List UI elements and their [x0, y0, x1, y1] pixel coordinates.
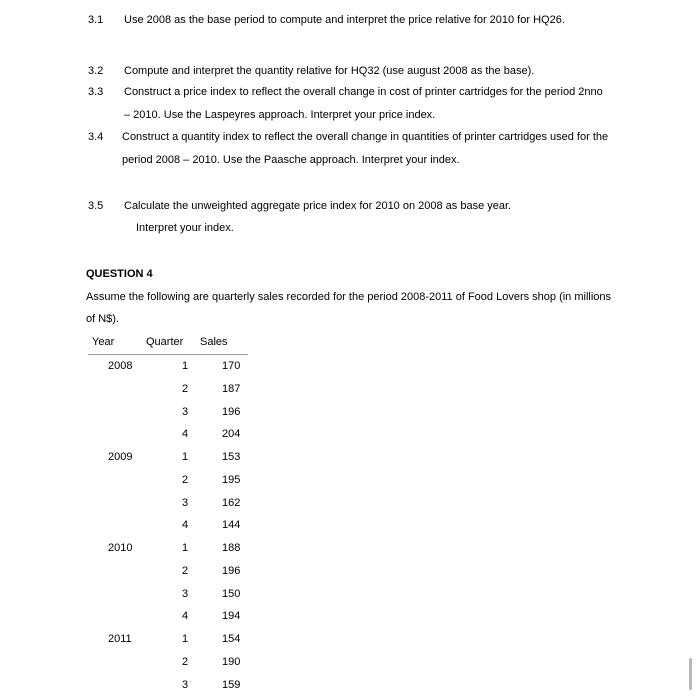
item-3-3-number: 3.3: [88, 86, 104, 98]
cell-sales: 194: [222, 610, 241, 622]
item-3-1-number: 3.1: [88, 14, 104, 26]
cell-sales: 153: [222, 451, 241, 463]
cell-year: 2008: [108, 360, 133, 372]
cell-quarter: 2: [181, 656, 189, 668]
item-3-5-text-continued: Interpret your index.: [136, 222, 234, 234]
cell-quarter: 3: [181, 406, 189, 418]
cell-sales: 170: [222, 360, 241, 372]
header-rule: [88, 354, 248, 355]
cell-quarter: 2: [181, 383, 189, 395]
cell-quarter: 1: [181, 360, 189, 372]
item-3-5-number: 3.5: [88, 200, 104, 212]
cell-year: 2010: [108, 542, 133, 554]
cell-quarter: 2: [181, 565, 189, 577]
question-title: QUESTION 4: [86, 268, 153, 280]
cell-sales: 196: [222, 565, 241, 577]
cell-sales: 162: [222, 497, 241, 509]
cell-year: 2009: [108, 451, 133, 463]
cell-sales: 195: [222, 474, 241, 486]
cell-sales: 154: [222, 633, 241, 645]
cell-sales: 159: [222, 679, 241, 691]
item-3-4-number: 3.4: [88, 131, 104, 143]
item-3-2-number: 3.2: [88, 65, 104, 77]
cell-quarter: 3: [181, 679, 189, 691]
cell-year: 2011: [108, 633, 132, 645]
cell-sales: 150: [222, 588, 241, 600]
cell-sales: 196: [222, 406, 241, 418]
cell-quarter: 2: [181, 474, 189, 486]
cell-quarter: 4: [181, 428, 189, 440]
item-3-5-text: Calculate the unweighted aggregate price index for 2010 on 2008 as base year.: [124, 200, 512, 212]
cell-sales: 204: [222, 428, 241, 440]
item-3-3-text-continued: – 2010. Use the Laspeyres approach. Interpret your price index.: [124, 109, 436, 121]
scrollbar[interactable]: [689, 658, 692, 690]
item-3-4-text: Construct a quantity index to reflect the overall change in quantities of printer cartridges used for the: [122, 131, 609, 143]
header-sales: Sales: [200, 336, 228, 348]
cell-sales: 144: [222, 519, 241, 531]
cell-sales: 190: [222, 656, 241, 668]
cell-quarter: 4: [181, 519, 189, 531]
cell-quarter: 1: [181, 451, 189, 463]
item-3-1-text: Use 2008 as the base period to compute and interpret the price relative for 2010 for HQ26.: [124, 14, 565, 26]
question-text-line-2: of N$).: [86, 313, 120, 325]
item-3-3-text: Construct a price index to reflect the overall change in cost of printer cartridges for the period 2nno: [124, 86, 603, 98]
cell-quarter: 3: [181, 497, 189, 509]
header-quarter: Quarter: [146, 336, 184, 348]
cell-sales: 188: [222, 542, 241, 554]
cell-quarter: 1: [181, 633, 189, 645]
item-3-4-text-continued: period 2008 – 2010. Use the Paasche approach. Interpret your index.: [122, 154, 460, 166]
cell-sales: 187: [222, 383, 241, 395]
cell-quarter: 4: [181, 610, 189, 622]
cell-quarter: 1: [181, 542, 189, 554]
cell-quarter: 3: [181, 588, 189, 600]
item-3-2-text: Compute and interpret the quantity relative for HQ32 (use august 2008 as the base).: [124, 65, 535, 77]
header-year: Year: [92, 336, 115, 348]
question-text-line-1: Assume the following are quarterly sales recorded for the period 2008-2011 of Food Lovers shop (in millions: [86, 291, 612, 303]
